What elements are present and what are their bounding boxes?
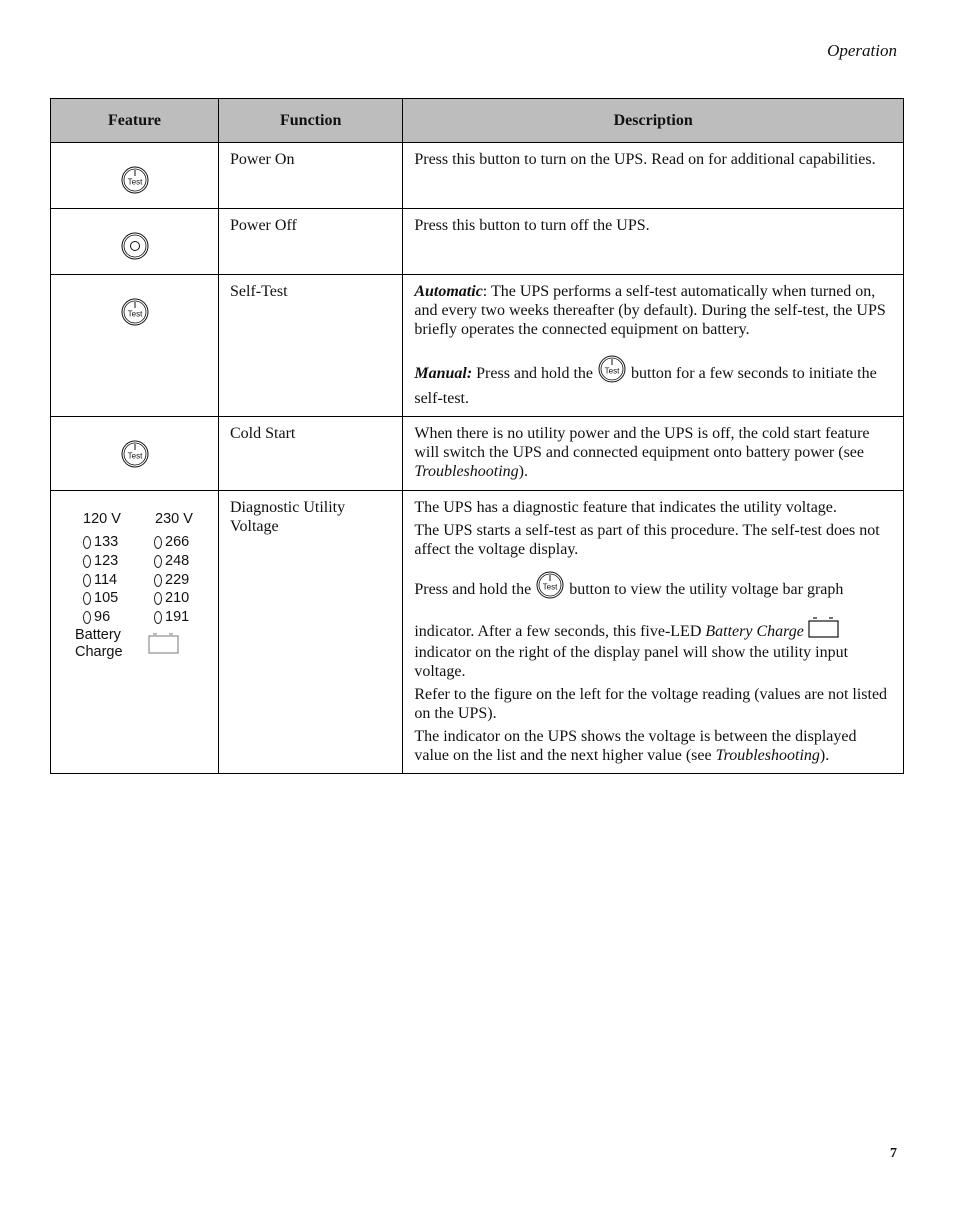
led-indicator bbox=[83, 574, 91, 587]
description-text-post: button to view the utility voltage bar graph bbox=[569, 581, 844, 598]
led-indicator bbox=[154, 574, 162, 587]
svg-text:Test: Test bbox=[127, 177, 142, 187]
voltage-230-header: 230 V bbox=[155, 511, 193, 527]
table-row-power-off bbox=[51, 209, 904, 275]
voltage-value: 96 bbox=[94, 609, 111, 625]
voltage-value: 229 bbox=[165, 572, 190, 588]
battery-icon bbox=[148, 632, 180, 654]
battery-label-line-1: Battery bbox=[75, 627, 121, 643]
description-cell bbox=[403, 143, 904, 209]
manual-text-pre: Press and hold the bbox=[472, 365, 594, 382]
voltage-led-row bbox=[83, 552, 118, 571]
description-cell bbox=[403, 275, 904, 417]
led-indicator bbox=[83, 555, 91, 568]
led-indicator bbox=[83, 536, 91, 549]
voltage-led-row bbox=[154, 608, 189, 627]
battery-charge-term: Battery Charge bbox=[705, 623, 804, 640]
voltage-led-row bbox=[154, 589, 189, 608]
description-cell bbox=[403, 209, 904, 275]
description-text-pre: indicator. After a few seconds, this five-LED bbox=[414, 623, 706, 640]
voltage-value: 266 bbox=[165, 534, 190, 550]
test-button-icon bbox=[120, 165, 150, 195]
led-indicator bbox=[154, 592, 162, 605]
feature-cell bbox=[51, 417, 219, 491]
voltage-value: 210 bbox=[165, 590, 190, 606]
feature-cell bbox=[51, 209, 219, 275]
voltage-value: 105 bbox=[94, 590, 119, 606]
troubleshooting-reference: Troubleshooting bbox=[414, 463, 519, 480]
led-indicator bbox=[154, 611, 162, 624]
description-paragraph: The UPS has a diagnostic feature that indicates the utility voltage. bbox=[414, 499, 837, 516]
svg-text:Test: Test bbox=[604, 366, 620, 376]
description-text-post: indicator on the right of the display panel will show the utility input voltage. bbox=[414, 644, 849, 680]
table-row-diagnostic-voltage bbox=[51, 491, 904, 774]
function-cell: Cold Start bbox=[219, 417, 403, 491]
automatic-label: Automatic bbox=[414, 283, 483, 300]
led-indicator bbox=[154, 536, 162, 549]
table-header-row bbox=[51, 99, 904, 143]
battery-charge-label bbox=[75, 627, 123, 661]
svg-text:Test: Test bbox=[542, 582, 558, 592]
description-text: Press this button to turn on the UPS. Read on for additional capabilities. bbox=[414, 151, 876, 168]
description-text-pre: The indicator on the UPS shows the voltage is between the displayed value on the list and the next higher value (see bbox=[414, 728, 857, 764]
description-cell bbox=[403, 417, 904, 491]
test-button-icon bbox=[120, 297, 150, 327]
description-paragraph: Refer to the figure on the left for the voltage reading (values are not listed on the UPS). bbox=[414, 686, 888, 722]
voltage-led-row bbox=[83, 608, 110, 627]
description-paragraph bbox=[414, 616, 892, 681]
description-text bbox=[414, 424, 892, 481]
power-off-button-icon bbox=[120, 231, 150, 261]
description-paragraph bbox=[414, 727, 892, 765]
feature-cell bbox=[51, 275, 219, 417]
table-row-cold-start bbox=[51, 417, 904, 491]
description-text-post: ). bbox=[518, 463, 528, 480]
voltage-led-row bbox=[154, 571, 189, 590]
voltage-led-row bbox=[83, 589, 118, 608]
voltage-value: 133 bbox=[94, 534, 119, 550]
test-button-icon bbox=[535, 570, 565, 600]
battery-icon bbox=[808, 616, 840, 638]
voltage-led-row bbox=[83, 571, 117, 590]
function-cell: Self-Test bbox=[219, 275, 403, 417]
svg-text:Test: Test bbox=[127, 451, 142, 461]
voltage-value: 248 bbox=[165, 553, 190, 569]
manual-label: Manual: bbox=[414, 365, 473, 382]
function-cell: Power On bbox=[219, 143, 403, 209]
table-row-power-on bbox=[51, 143, 904, 209]
function-cell: Diagnostic Utility Voltage bbox=[219, 491, 403, 774]
troubleshooting-reference: Troubleshooting bbox=[715, 747, 820, 764]
test-button-icon bbox=[120, 439, 150, 469]
voltage-led-row bbox=[83, 533, 118, 552]
led-indicator bbox=[83, 592, 91, 605]
column-header-function: Function bbox=[219, 99, 403, 143]
manual-paragraph bbox=[414, 354, 892, 408]
automatic-paragraph bbox=[414, 282, 892, 339]
page-number: 7 bbox=[890, 1146, 897, 1161]
led-indicator bbox=[83, 611, 91, 624]
section-header: Operation bbox=[827, 41, 897, 60]
feature-table bbox=[50, 98, 904, 774]
description-text-pre: Press and hold the bbox=[414, 581, 532, 598]
voltage-120-header: 120 V bbox=[83, 511, 121, 527]
automatic-text: : The UPS performs a self-test automatically when turned on, and every two weeks thereafter (by default). During the self-test, the UPS briefly operates the connected equipment on battery. bbox=[414, 283, 886, 338]
voltage-led-row bbox=[154, 533, 189, 552]
svg-text:Test: Test bbox=[127, 309, 142, 319]
description-paragraph: The UPS starts a self-test as part of this procedure. The self-test does not affect the voltage display. bbox=[414, 522, 880, 558]
feature-cell bbox=[51, 491, 219, 774]
description-text: Press this button to turn off the UPS. bbox=[414, 217, 650, 234]
table-row-self-test bbox=[51, 275, 904, 417]
function-cell: Power Off bbox=[219, 209, 403, 275]
feature-cell bbox=[51, 143, 219, 209]
voltage-value: 114 bbox=[94, 572, 118, 588]
test-button-icon bbox=[597, 354, 627, 384]
voltage-value: 191 bbox=[165, 609, 190, 625]
column-header-description: Description bbox=[403, 99, 904, 143]
voltage-figure bbox=[62, 498, 207, 668]
description-text-post: ). bbox=[819, 747, 830, 764]
description-paragraph bbox=[414, 570, 892, 605]
description-cell bbox=[403, 491, 904, 774]
voltage-value: 123 bbox=[94, 553, 119, 569]
manual-text-post: button for a few seconds to initiate the self-test. bbox=[414, 365, 877, 407]
description-text-pre: When there is no utility power and the UPS is off, the cold start feature will switch the UPS and connected equipment onto battery power (see bbox=[414, 425, 870, 461]
led-indicator bbox=[154, 555, 162, 568]
column-header-feature: Feature bbox=[51, 99, 219, 143]
voltage-led-row bbox=[154, 552, 189, 571]
battery-label-line-2: Charge bbox=[75, 644, 123, 660]
